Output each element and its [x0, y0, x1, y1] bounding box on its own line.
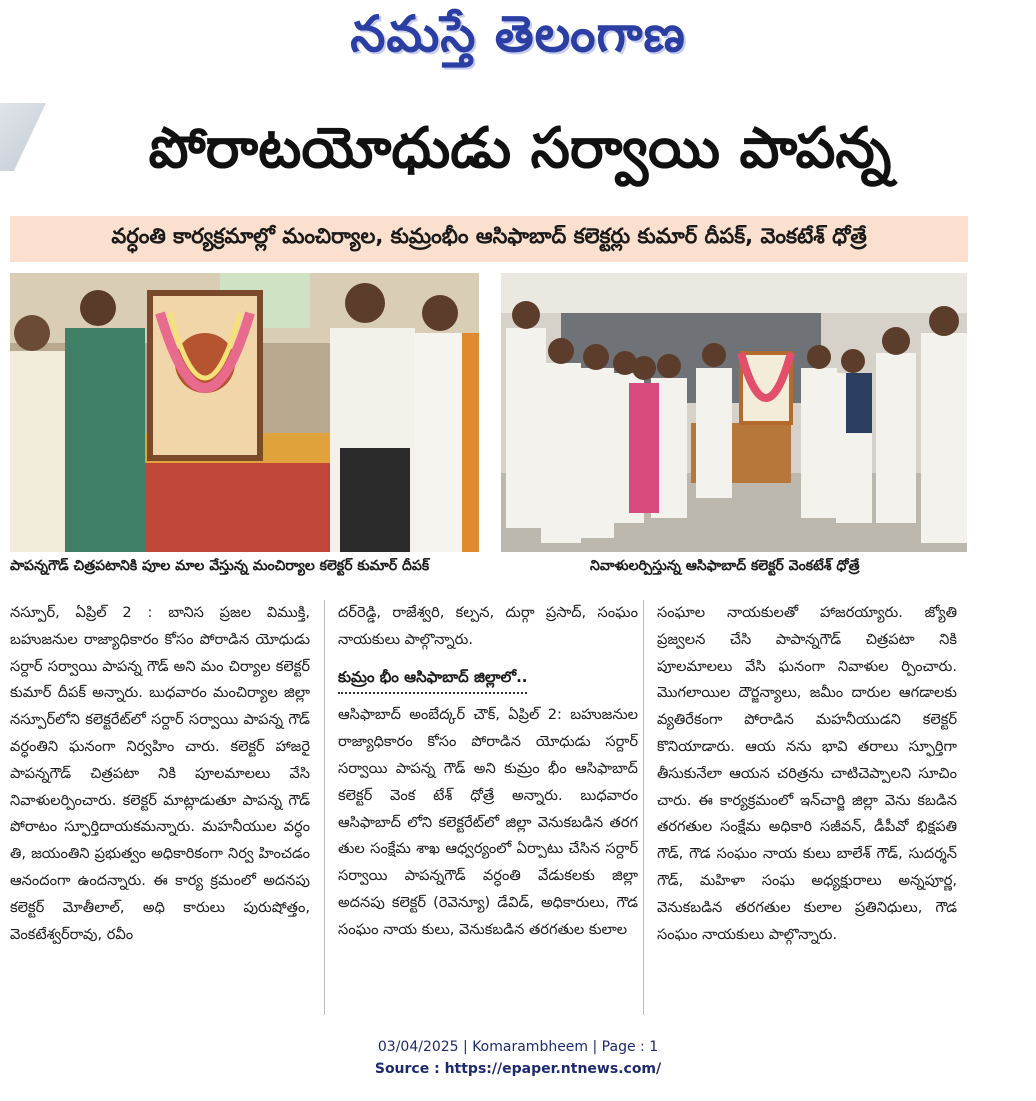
- column-2-text-a: దర్‌రెడ్డి, రాజేశ్వరి, కల్పన, దుర్గా ప్రసాద్, సంఘం నాయకులు పాల్గొన్నారు.: [338, 604, 638, 648]
- photo-left-illustration: [10, 273, 479, 552]
- footer-source-link[interactable]: Source : https://epaper.ntnews.com/: [374, 1061, 662, 1077]
- column-divider: [643, 600, 644, 1015]
- article-subheadline: వర్ధంతి కార్యక్రమాల్లో మంచిర్యాల, కుమ్రంభీం ఆసిఫాబాద్ కలెక్టర్లు కుమార్ దీపక్, వెంకటేశ్ ధోత్రే: [111, 224, 867, 248]
- photo-group-tribute: [501, 273, 967, 552]
- column-2-text-b: ఆసిఫాబాద్ అంబేద్కర్ చౌక్, ఏప్రిల్ 2: బహుజనుల రాజ్యాధికారం కోసం పోరాడిన యోధుడు సర్దార్ సర్వాయి పాపన్న గౌడ్ అని కుమ్రం భీం ఆసిఫాబాద్ కలెక్టర్ వెంక టేశ్ ధోత్రే అన్నారు. బుధవారం ఆసిఫాబాద్ లోని కలెక్టరేట్‌లో జిల్లా వెనుకబడిన తరగ తుల సంక్షేమ శాఖ ఆధ్వర్యంలో ఏర్పాటు చేసిన సర్దార్ సర్వాయి పాపన్నగౌడ్ వర్ధంతి వేడుకలకు జిల్లా అదనపు కలెక్టర్ (రెవెన్యూ) డేవిడ్, అధికారులు, గౌడ సంఘం నాయ కులు, వెనుకబడిన తరగతుల కులాల: [338, 706, 638, 938]
- newspaper-title: నమస్తే తెలంగాణ: [350, 4, 686, 63]
- column-3-text: సంఘాల నాయకులతో హాజరయ్యారు. జ్యోతి ప్రజ్వలన చేసి పాపాన్నగౌడ్ చిత్రపటా నికి పూలమాలలు వేసి ఘనంగా నివాళుల ర్పించారు. మొగలాయిల దౌర్జన్యాలు, జమీం దారుల ఆగడాలకు వ్యతిరేకంగా పోరాడిన మహనీయుడని కలెక్టర్ కొనియాడారు. ఆయ నను భావి తరాలు స్ఫూర్తిగా తీసుకునేలా ఆయన చరిత్రను చాటిచెప్పాలని సూచిం చారు. ఈ కార్యక్రమంలో ఇన్‌చార్జి జిల్లా వెను కబడిన తరగతుల సంక్షేమ అధికారి సజీవన్, డీపీవో భిక్షపతి గౌడ్, గౌడ సంఘం నాయ కులు బాలేశ్ గౌడ్, సుదర్శన్ గౌడ్, మహిళా సంఘ అధ్యక్షురాలు అన్నపూర్ణ, వెనుకబడిన తరగతుల కులాల ప్రతినిధులు, గౌడ సంఘం నాయకులు పాల్గొన్నారు.: [657, 604, 957, 943]
- column-2-subheading: కుమ్రం భీం ఆసిఫాబాద్ జిల్లాలో..: [338, 664, 527, 695]
- masthead: [0, 0, 1036, 80]
- photo-right-caption: నివాళులర్పిస్తున్న ఆసిఫాబాద్ కలెక్టర్ వెంకటేశ్ ధోత్రే: [590, 558, 860, 574]
- page-footer: [0, 1036, 1036, 1080]
- footer-edition-info: 03/04/2025 | Komarambheem | Page : 1: [377, 1039, 659, 1055]
- column-1-text: నస్పూర్, ఏప్రిల్ 2 : బానిస ప్రజల విముక్తి, బహుజనుల రాజ్యాధికారం కోసం పోరాడిన యోధుడు సర్దార్ సర్వాయి పాపన్న గౌడ్ అని మం చిర్యాల కలెక్టర్ కుమార్ దీపక్ అన్నారు. బుధవారం మంచిర్యాల జిల్లా నస్పూర్‌లోని కలెక్టరేట్‌లో సర్దార్ సర్వాయి పాపన్న గౌడ్ వర్ధంతిని ఘనంగా నిర్వహిం చారు. కలెక్టర్ హాజరై పాపన్నగౌడ్ చిత్రపటా నికి పూలమాలలు వేసి నివాళులర్పించారు. కలెక్టర్ మాట్లాడుతూ పాపన్న గౌడ్ పోరాటం స్ఫూర్తిదాయకమన్నారు. మహనీయుల వర్ధం తి, జయంతిని ప్రభుత్వం అధికారికంగా నిర్వ హించడం ఆనందంగా ఉందన్నారు. ఈ కార్య క్రమంలో అదనపు కలెక్టర్ మోతీలాల్, అధి కారులు పురుషోత్తం, వెంకటేశ్వర్‌రావు, రవీం: [10, 604, 310, 943]
- article-headline: పోరాటయోధుడు సర్వాయి పాపన్న: [148, 115, 892, 181]
- photo-garland-portrait: [10, 273, 479, 552]
- photo-right-illustration: [501, 273, 967, 552]
- article-column-3: [657, 600, 957, 1020]
- decorative-stripe: [0, 103, 46, 171]
- column-divider: [324, 600, 325, 1015]
- article-column-2: [338, 600, 638, 1020]
- photo-left-caption: పాపన్నగౌడ్ చిత్రపటానికి పూల మాల వేస్తున్న మంచిర్యాల కలెక్టర్ కుమార్ దీపక్: [10, 558, 430, 574]
- article-headline-box: [60, 110, 980, 200]
- article-subheadline-band: [10, 216, 968, 262]
- article-column-1: [10, 600, 310, 1020]
